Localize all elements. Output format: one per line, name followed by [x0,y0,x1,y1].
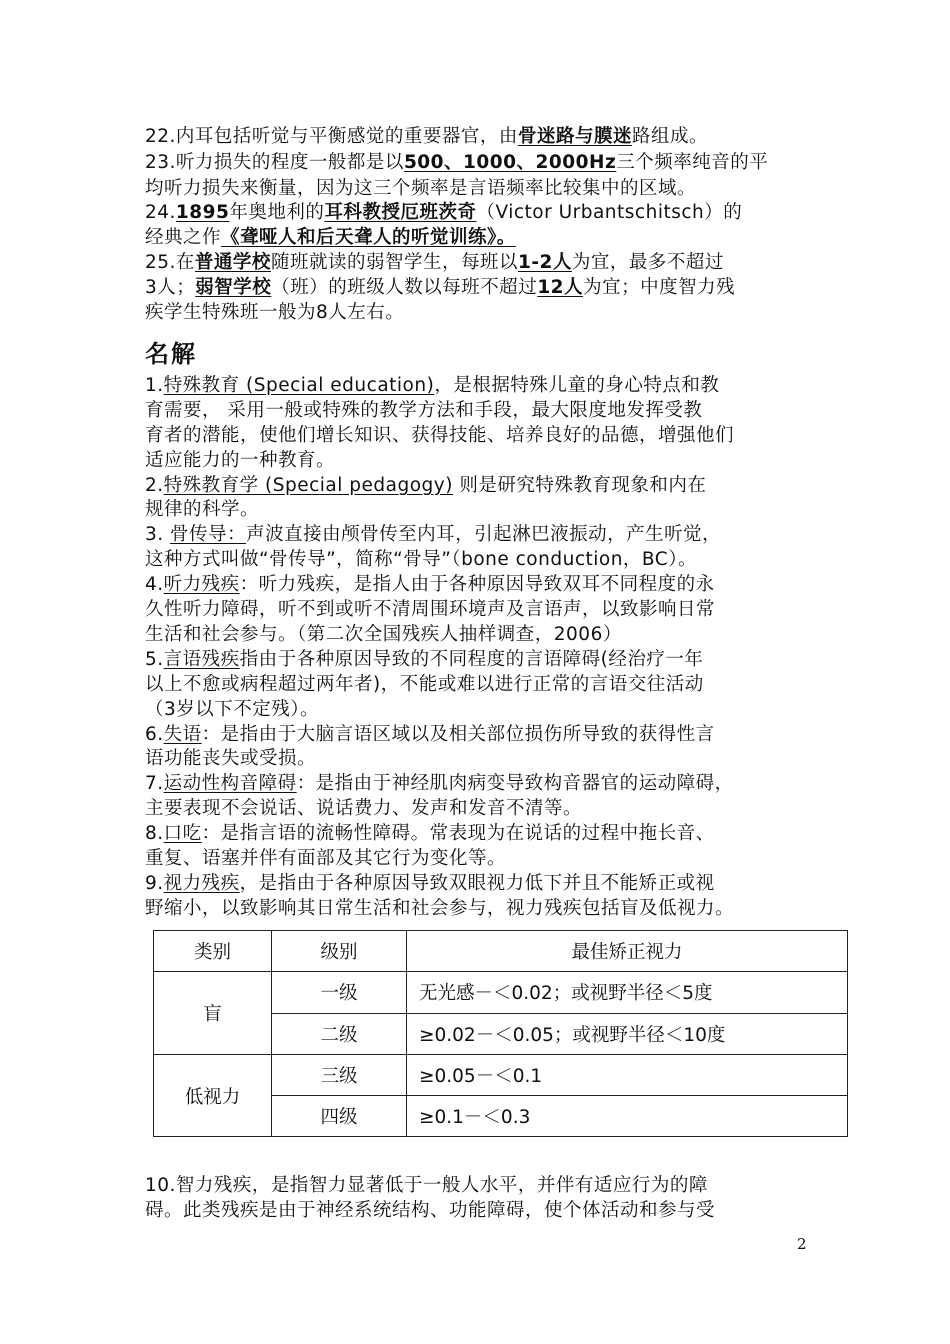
text-segment: 2. [145,475,164,496]
text-line [145,597,825,622]
emphasized-term: 耳科教授厄班茨奇 [324,202,477,223]
text-segment: 6. [145,724,164,745]
category-cell: 低视力 [154,1055,272,1137]
text-line [145,124,825,149]
text-segment: ，是指由于各种原因导致双眼视力低下并且不能矫正或视 [239,873,715,894]
text-segment: 碍。此类残疾是由于神经系统结构、功能障碍，使个体活动和参与受 [145,1200,716,1221]
text-line [145,622,825,647]
emphasized-term: 运动性构音障碍 [163,773,297,794]
text-segment: 则是研究特殊教育现象和内在 [452,475,707,496]
emphasized-term: 普通学校 [194,252,271,273]
emphasized-term: 骨迷路与膜迷 [517,126,632,147]
text-segment: 25.在 [145,252,195,273]
text-line [145,771,825,796]
section-heading: 名解 [145,340,197,368]
text-segment: 随班就读的弱智学生，每班以 [270,252,518,273]
text-line [145,448,825,473]
level-cell: 四级 [272,1096,407,1137]
text-segment: 主要表现不会说话、说话费力、发声和发音不清等。 [145,798,583,819]
level-cell: 三级 [272,1055,407,1096]
text-segment: 3人； [145,277,196,298]
text-segment: 为宜；中度智力残 [583,277,736,298]
text-segment: 生活和社会参与。（第二次全国残疾人抽样调查，2006） [145,624,622,645]
text-segment: 疾学生特殊班一般为8人左右。 [145,302,405,323]
emphasized-term: 1-2人 [517,252,572,273]
text-line [145,647,825,672]
emphasized-term: 1895 [175,202,230,223]
text-segment: ：是指由于大脑言语区域以及相关部位损伤所导致的获得性言 [201,724,715,745]
level-cell: 一级 [272,972,407,1014]
text-segment: 10.智力残疾，是指智力显著低于一般人水平，并伴有适应行为的障 [145,1175,708,1196]
text-line [145,150,825,175]
category-cell: 盲 [154,972,272,1055]
text-segment: 4. [145,574,164,595]
vision-cell: ≥0.02－＜0.05；或视野半径＜10度 [407,1013,848,1055]
emphasized-term: 骨传导： [170,524,247,545]
text-segment: 以上不愈或病程超过两年者)，不能或难以进行正常的言语交往活动 [145,674,704,695]
header-vision: 最佳矫正视力 [407,931,848,972]
text-segment: ：是指言语的流畅性障碍。常表现为在说话的过程中拖长音、 [201,823,715,844]
text-segment: 22.内耳包括听觉与平衡感觉的重要器官，由 [145,126,518,147]
table-row [154,1055,848,1096]
text-segment: （班）的班级人数以每班不超过 [271,277,538,298]
emphasized-term: 失语 [163,724,202,745]
text-line [145,398,825,423]
text-segment: 规律的科学。 [145,499,260,520]
text-line [145,547,825,572]
text-segment: （3岁以下不定残）。 [145,699,320,720]
text-line [145,1173,825,1198]
text-line [145,572,825,597]
text-segment: 久性听力障碍，听不到或听不清周围环境声及言语声，以致影响日常 [145,599,716,620]
vision-cell: ≥0.05－＜0.1 [407,1055,848,1096]
text-line [145,176,825,201]
text-line [145,373,825,398]
text-segment: 1. [145,375,164,396]
text-segment: ：听力残疾，是指人由于各种原因导致双耳不同程度的永 [239,574,715,595]
text-segment: 这种方式叫做“骨传导”，简称“骨导”（bone conduction，BC）。 [145,549,697,570]
text-line [145,522,825,547]
text-segment: 育需要， 采用一般或特殊的教学方法和手段，最大限度地发挥受教 [145,400,703,421]
text-line [145,722,825,747]
text-segment: 路组成。 [631,126,708,147]
emphasized-term: 口吃 [163,823,202,844]
text-segment: 9. [145,873,164,894]
text-line [145,697,825,722]
text-line [145,250,825,275]
text-segment: 24. [145,202,176,223]
emphasized-term: 言语残疾 [163,649,240,670]
text-segment: 均听力损失来衡量，因为这三个频率是言语频率比较集中的区域。 [145,178,697,199]
text-segment: 语功能丧失或受损。 [145,748,317,769]
text-segment: 3. [145,524,171,545]
text-line [145,746,825,771]
text-line [145,200,825,225]
text-segment: ，是根据特殊儿童的身心特点和教 [434,375,720,396]
text-segment: （Victor Urbantschitsch）的 [476,202,743,223]
emphasized-term: 《聋哑人和后天聋人的听觉训练》。 [221,227,516,248]
text-segment: 年奥地利的 [229,202,325,223]
header-category: 类别 [154,931,272,972]
emphasized-term: 弱智学校 [195,277,272,298]
text-line [145,473,825,498]
emphasized-term: 500、1000、2000Hz [403,152,617,173]
text-segment: 野缩小，以致影响其日常生活和社会参与，视力残疾包括盲及低视力。 [145,898,735,919]
text-line [145,1198,825,1223]
text-segment: 育者的潜能，使他们增长知识、获得技能、培养良好的品德，增强他们 [145,425,735,446]
text-segment: 经典之作 [145,227,222,248]
text-segment: 适应能力的一种教育。 [145,450,336,471]
text-segment: 为宜，最多不超过 [571,252,724,273]
text-segment: 7. [145,773,164,794]
text-line [145,871,825,896]
emphasized-term: 听力残疾 [163,574,240,595]
page-number: 2 [797,1235,807,1253]
table-header-row [154,931,848,972]
text-segment: 声波直接由颅骨传至内耳，引起淋巴液振动，产生听觉， [246,524,722,545]
text-line [145,821,825,846]
level-cell: 二级 [272,1013,407,1055]
text-line [145,275,825,300]
emphasized-term: 12人 [537,277,584,298]
emphasized-term: 特殊教育 (Special education) [163,375,435,396]
text-segment: ：是指由于神经肌肉病变导致构音器官的运动障碍， [296,773,734,794]
text-segment: 指由于各种原因导致的不同程度的言语障碍(经治疗一年 [239,649,704,670]
text-line [145,497,825,522]
text-line [145,300,825,325]
text-segment: 三个频率纯音的平 [616,152,769,173]
vision-cell: ≥0.1－＜0.3 [407,1096,848,1137]
emphasized-term: 特殊教育学 (Special pedagogy) [163,475,453,496]
text-segment: 23.听力损失的程度一般都是以 [145,152,404,173]
vision-cell: 无光感－＜0.02；或视野半径＜5度 [407,972,848,1014]
header-level: 级别 [272,931,407,972]
table-row [154,972,848,1014]
text-line [145,672,825,697]
text-segment: 重复、语塞并伴有面部及其它行为变化等。 [145,848,507,869]
text-line [145,846,825,871]
text-line [145,225,825,250]
text-segment: 5. [145,649,164,670]
text-line [145,796,825,821]
visual-disability-table [153,930,848,1137]
text-line [145,423,825,448]
text-segment: 8. [145,823,164,844]
emphasized-term: 视力残疾 [163,873,240,894]
text-line [145,896,825,921]
